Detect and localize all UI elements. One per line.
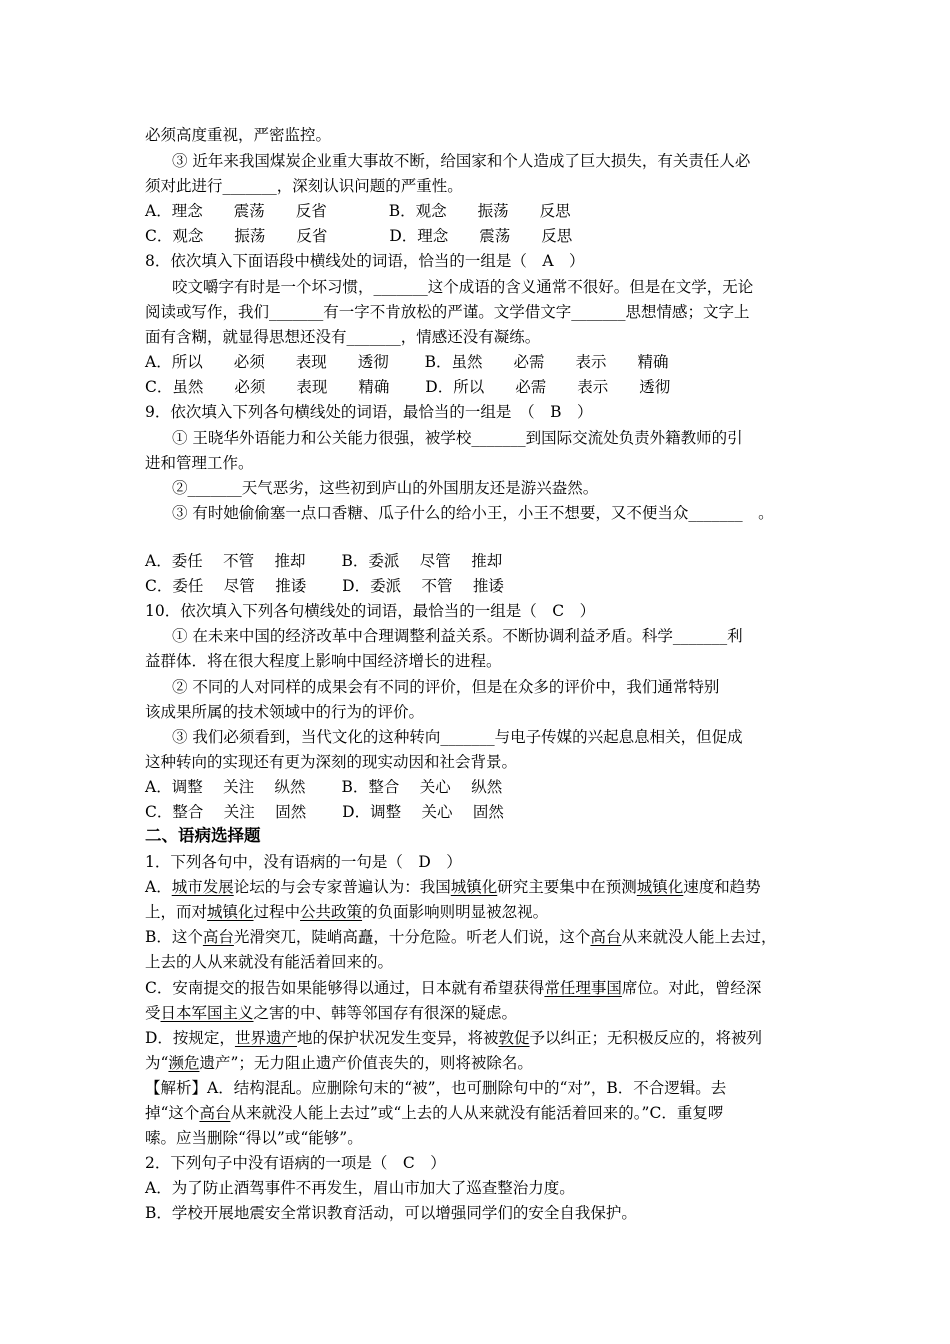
text-span: 须对此进行_______，深刻认识问题的严重性。 <box>145 177 463 195</box>
text-line <box>172 727 743 747</box>
text-span: 进和管理工作。 <box>145 454 254 472</box>
text-line <box>172 151 750 171</box>
underlined-term: 城镇化 <box>450 878 498 896</box>
text-span: 遗产”；无力阻止遗产价值丧失的，则将被除名。 <box>199 1054 533 1072</box>
text-line <box>145 1053 533 1073</box>
text-line <box>145 1078 726 1098</box>
text-span: 过程中 <box>253 903 301 921</box>
text-span: A．理念 震荡 反省 B．观念 振荡 反思 <box>145 202 571 220</box>
text-line <box>145 125 331 145</box>
underlined-term: 濒危 <box>168 1054 200 1072</box>
text-span: 予以纠正；无积极反应的，将被列 <box>529 1029 762 1047</box>
underlined-term: 公共政策 <box>300 903 363 921</box>
text-span: ③ 有时她偷偷塞一点口香糖、瓜子什么的给小王，小王不想要，又不便当众_______ 。 <box>172 504 774 522</box>
text-span: 8．依次填入下面语段中横线处的词语，恰当的一组是（ A ） <box>145 252 585 270</box>
text-span: C．安南提交的报告如果能够得以通过，日本就有希望获得 <box>145 979 545 997</box>
text-line <box>145 1153 446 1173</box>
text-span: 必须高度重视，严密监控。 <box>145 126 332 144</box>
text-span: ① 王晓华外语能力和公关能力很强，被学校_______到国际交流处负责外籍教师的引 <box>172 429 743 447</box>
text-span: 9．依次填入下列各句横线处的词语，最恰当的一组是 （ B ） <box>145 403 593 421</box>
text-line <box>172 428 743 448</box>
text-line <box>172 503 774 523</box>
text-line <box>145 852 462 872</box>
text-line <box>145 1203 637 1223</box>
text-span: 阅读或写作，我们_______有一字不肯放松的严谨。文学借文字_______思想情感；文字上 <box>145 303 750 321</box>
text-span: 嗦。应当删除“得以”或“能够”。 <box>145 1129 363 1147</box>
text-span: 地的保护状况发生变异，将被 <box>296 1029 499 1047</box>
text-span: A．所以 必须 表现 透彻 B．虽然 必需 表示 精确 <box>145 353 669 371</box>
text-span: 这种转向的实现还有更为深刻的现实动因和社会背景。 <box>145 753 518 771</box>
text-span: 从来就没人能上去过”或“上去的人从来就没有能活着回来的。”C．重复啰 <box>230 1104 724 1122</box>
text-line <box>145 1178 575 1198</box>
text-span: ②_______天气恶劣，这些初到庐山的外国朋友还是游兴盎然。 <box>172 479 599 497</box>
text-line <box>145 902 548 922</box>
underlined-term: 城市发展 <box>171 878 234 896</box>
text-span: C．委任 尽管 推诿 D．委派 不管 推诿 <box>145 577 504 595</box>
text-span: ② 不同的人对同样的成果会有不同的评价，但是在众多的评价中，我们通常特别 <box>172 678 720 696</box>
text-span: 论坛的与会专家普遍认为：我国 <box>233 878 451 896</box>
underlined-term: 高台 <box>199 1104 231 1122</box>
text-line <box>145 952 393 972</box>
text-span: 咬文嚼字有时是一个坏习惯，_______这个成语的含义通常不很好。但是在文学，无论 <box>172 278 754 296</box>
text-line <box>172 677 719 697</box>
text-span: 从来就没人能上去过， <box>621 928 777 946</box>
text-line <box>145 601 595 621</box>
text-span: 【解析】A．结构混乱。应删除句末的“被”，也可删除句中的“对”，B．不合逻辑。去 <box>145 1079 727 1097</box>
text-span: A．委任 不管 推却 B．委派 尽管 推却 <box>145 552 503 570</box>
text-span: A．为了防止酒驾事件不再发生，眉山市加大了巡查整治力度。 <box>145 1179 575 1197</box>
text-line <box>145 201 571 221</box>
text-line <box>145 176 463 196</box>
text-span: A． <box>145 878 172 896</box>
text-span: 速度和趋势 <box>683 878 761 896</box>
text-line <box>145 1003 517 1023</box>
text-span: ③ 近年来我国煤炭企业重大事故不断，给国家和个人造成了巨大损失，有关责任人必 <box>172 152 751 170</box>
text-span: 研究主要集中在预测 <box>497 878 637 896</box>
text-span: 席位。对此，曾经深 <box>621 979 762 997</box>
text-span: 为“ <box>145 1054 169 1072</box>
underlined-term: 城镇化 <box>636 878 684 896</box>
text-line <box>145 302 750 322</box>
text-line <box>145 551 502 571</box>
text-span: 掉“这个 <box>145 1104 200 1122</box>
text-line <box>145 702 424 722</box>
text-span: 上，而对 <box>145 903 208 921</box>
text-line <box>145 1028 762 1048</box>
text-line <box>145 453 254 473</box>
text-line <box>172 277 753 297</box>
text-span: 之害的中、韩等邻国存有很深的疑虑。 <box>253 1004 518 1022</box>
text-span: C．虽然 必须 表现 精确 D．所以 必需 表示 透彻 <box>145 378 671 396</box>
text-span: 2．下列句子中没有语病的一项是（ C ） <box>145 1154 446 1172</box>
text-span: B．这个 <box>145 928 203 946</box>
text-line <box>145 1128 363 1148</box>
text-span: B．学校开展地震安全常识教育活动，可以增强同学们的安全自我保护。 <box>145 1204 637 1222</box>
text-line <box>145 327 540 347</box>
text-line <box>145 927 776 947</box>
text-span: 光滑突兀，陡峭高矗，十分危险。听老人们说，这个 <box>233 928 591 946</box>
text-span: 10．依次填入下列各句横线处的词语，最恰当的一组是（ C ） <box>145 602 596 620</box>
text-line <box>145 251 585 271</box>
text-span: 1．下列各句中，没有语病的一句是（ D ） <box>145 853 462 871</box>
text-line <box>145 777 502 797</box>
text-span: C．整合 关注 固然 D．调整 关心 固然 <box>145 803 504 821</box>
text-line <box>145 752 517 772</box>
text-span: 益群体．将在很大程度上影响中国经济增长的进程。 <box>145 652 502 670</box>
text-span: 受 <box>145 1004 161 1022</box>
text-span: 面有含糊，就显得思想还没有_______，情感还没有凝练。 <box>145 328 541 346</box>
text-span: ③ 我们必须看到，当代文化的这种转向_______与电子传媒的兴起息息相关，但促成 <box>172 728 743 746</box>
underlined-term: 高台 <box>202 928 234 946</box>
underlined-term: 日本军国主义 <box>160 1004 254 1022</box>
text-span: 上去的人从来就没有能活着回来的。 <box>145 953 394 971</box>
text-line <box>145 226 572 246</box>
text-line <box>145 802 504 822</box>
section-heading <box>145 826 261 846</box>
underlined-term: 敦促 <box>498 1029 530 1047</box>
text-line <box>145 576 504 596</box>
text-span: 的负面影响则明显被忽视。 <box>362 903 549 921</box>
text-line <box>145 1103 723 1123</box>
underlined-term: 常任理事国 <box>544 979 622 997</box>
text-line <box>172 478 598 498</box>
underlined-term: 高台 <box>590 928 622 946</box>
text-span: C．观念 振荡 反省 D．理念 震荡 反思 <box>145 227 573 245</box>
text-line <box>145 877 761 897</box>
text-span: D．按规定， <box>145 1029 235 1047</box>
text-span: 该成果所属的技术领域中的行为的评价。 <box>145 703 425 721</box>
text-line <box>172 626 743 646</box>
underlined-term: 城镇化 <box>207 903 254 921</box>
text-line <box>145 402 593 422</box>
text-line <box>145 377 670 397</box>
text-line <box>145 651 502 671</box>
text-line <box>145 978 761 998</box>
text-span: ① 在未来中国的经济改革中合理调整利益关系。不断协调利益矛盾。科学_______利 <box>172 627 743 645</box>
underlined-term: 世界遗产 <box>234 1029 297 1047</box>
text-span: 二、语病选择题 <box>145 826 261 845</box>
text-line <box>145 352 669 372</box>
text-span: A．调整 关注 纵然 B．整合 关心 纵然 <box>145 778 503 796</box>
